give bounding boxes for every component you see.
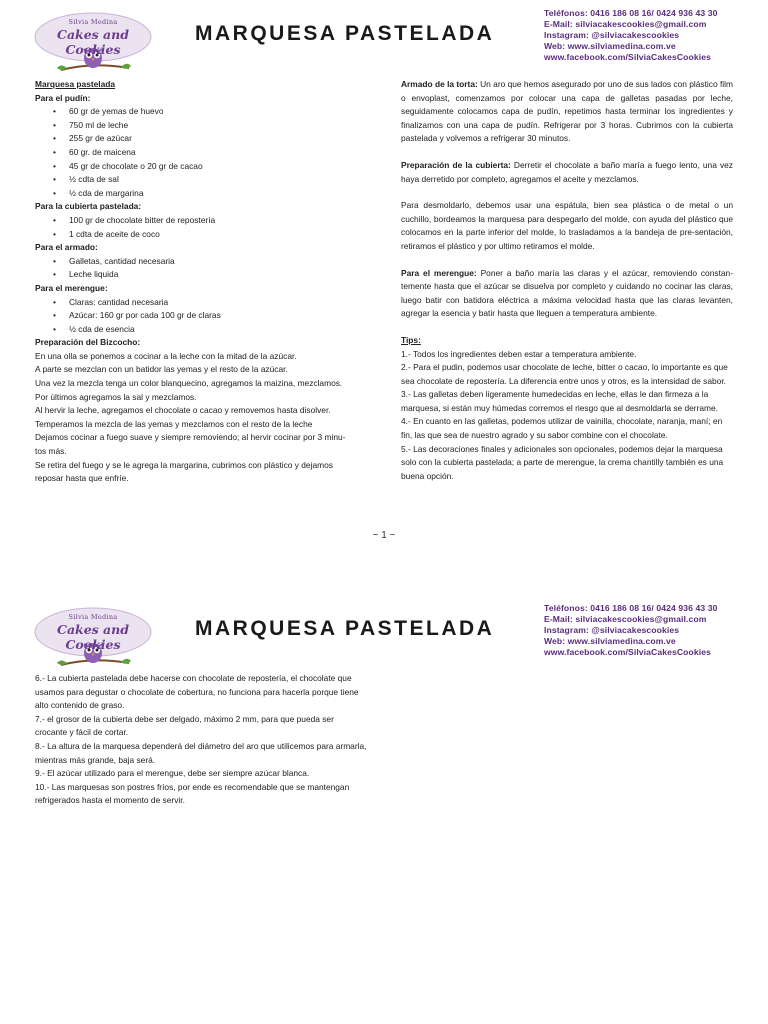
tip-item: 10.- Las marquesas son postres fríos, por ende es recomendable que se mantengan refrigerados hasta el momento de servir. (35, 781, 350, 806)
step-line: Temperamos la mezcla de las yemas y mezclamos con el resto de la leche (35, 418, 313, 429)
step-line: reposar hasta que enfríe. (35, 473, 129, 484)
list-item: • Galletas, cantidad necesaria (69, 255, 367, 269)
contact-phone: Teléfonos: 0416 186 08 16/ 0424 936 43 30 (544, 603, 718, 613)
contact-instagram[interactable]: Instagram: @silviacakescookies (544, 30, 680, 40)
list-item: • ½ cda de esencia (69, 323, 367, 337)
list-item: • Azúcar: 160 gr por cada 100 gr de claras (69, 309, 367, 323)
tip-item: 2.- Para el pudin, podemos usar chocolate de leche, bitter o cacao, lo importante es que sea chocolate de repostería. La diferencia entre unos y otros, es la intensidad de sabor. (401, 362, 728, 386)
tip-item: 3.- Las galletas deben ligeramente humedecidas en leche, ellas le dan firmeza a la marquesa, si están muy húmedas corremos el riesgo que al desmoldarla se derrame. (401, 389, 719, 413)
step-line: Una vez la mezcla tenga un color blanquecino, agregamos la maizina, mezclamos. (35, 378, 343, 389)
contact-web[interactable]: Web: www.silviamedina.com.ve (544, 636, 676, 646)
brand-logo (33, 10, 153, 76)
contact-facebook[interactable]: www.facebook.com/SilviaCakesCookies (544, 647, 712, 657)
contact-instagram[interactable]: Instagram: @silviacakescookies (544, 625, 680, 635)
step-line: tos más. (35, 446, 67, 457)
armado-label: Armado de la torta: (401, 79, 478, 89)
contact-block (544, 8, 718, 63)
tip-item: 8.- La altura de la marquesa dependerá del diámetro del aro que utilicemos para armarla, mientras más grande, baja será. (35, 740, 367, 765)
page-number: ~ 1 ~ (372, 530, 396, 541)
tip-item: 5.- Las decoraciones finales y adicionales son opcionales, podemos dejar la marquesa solo con la cubierta pastelada; a parte de merengue, la crema chantilly también es una buena opción. (401, 443, 724, 481)
tip-item: 6.- La cubierta pastelada debe hacerse con chocolate de repostería, el chocolate que usamos para degustar o chocolate de cobertura, no funciona para hacerla porque tiene alto contenido de graso. (35, 673, 359, 711)
list-item: • ½ cda de margarina (69, 187, 367, 201)
armado-list (35, 255, 367, 282)
tips-heading: Tips: (401, 334, 421, 345)
list-item: • 750 ml de leche (69, 119, 367, 133)
list-item: • ½ cdta de sal (69, 173, 367, 187)
armado-text: Un aro que hemos asegurado por uno de sus lados con plástico film o envoplast, comenzamos por colocar una capa de galletas pasadas por leche, seguidamente colocamos capa de pudín, repetimos hasta terminar los ingredientes y finalizamos con una capa de pudín. Refrigerar por 3 horas. Cubrimos con la cubierta pastelada y volvemos a refrigerar 30 minutos. (401, 79, 733, 144)
contact-facebook[interactable]: www.facebook.com/SilviaCakesCookies (544, 52, 712, 62)
list-item: • Leche liquida (69, 268, 367, 282)
tip-item: 9.- El azúcar utilizado para el merengue, debe ser siempre azúcar blanca. (35, 768, 310, 779)
list-item: • 60 gr. de maicena (69, 146, 367, 160)
bizcocho-heading: Preparación del Bizcocho: (35, 337, 141, 348)
page-title: MARQUESA PASTELADA (195, 617, 495, 640)
left-column (35, 78, 367, 486)
step-line: Por últimos agregamos la sal y mezclamos. (35, 391, 197, 402)
pudin-heading: Para el pudín: (35, 92, 91, 103)
merengue-heading: Para el merengue: (35, 282, 108, 293)
list-item: • 1 cdta de aceite de coco (69, 228, 367, 242)
contact-email[interactable]: E-Mail: silviacakescookies@gmail.com (544, 614, 707, 624)
logo-brand-small: Silvia Medina (68, 613, 118, 621)
list-item: • 100 gr de chocolate bitter de repostería (69, 214, 367, 228)
merengue-paragraph (401, 267, 733, 321)
desmoldar-paragraph: Para desmoldarlo, debemos usar una espátula, bien sea plástica o de metal o un cuchillo, bordeamos la marquesa para despegarlo del molde, con ayuda del plástico que colocamos en la parte inferior del molde, lo trasladamos a la bandeja de pre-sentación, retiramos el plástico y por ultimo retiramos el molde. (401, 200, 733, 251)
tip-item: 7.- el grosor de la cubierta debe ser delgado, máximo 2 mm, para que pueda ser crocante y fácil de cortar. (35, 713, 334, 738)
page2-tips (35, 672, 367, 808)
page-title: MARQUESA PASTELADA (195, 22, 495, 45)
step-line: Al hervir la leche, agregamos el chocolate o cacao y removemos hasta disolver. (35, 405, 331, 416)
list-item: • 255 gr de azúcar (69, 132, 367, 146)
contact-phone: Teléfonos: 0416 186 08 16/ 0424 936 43 30 (544, 8, 718, 18)
tip-item: 4.- En cuanto en las galletas, podemos utilizar de vainilla, chocolate, naranja, maní; en fin, las que sea de nuestro agrado y su sabor combine con el chocolate. (401, 416, 723, 441)
step-line: En una olla se ponemos a cocinar a la leche con la mitad de la azúcar. (35, 350, 297, 361)
cubierta-text: Derretir el chocolate a baño maría a fuego lento, una vez haya derretido por completo, agregamos el aceite y mezclamos. (401, 159, 733, 184)
list-item: • 60 gr de yemas de huevo (69, 105, 367, 119)
bizcocho-steps (35, 350, 367, 486)
armado-heading: Para el armado: (35, 242, 98, 253)
cubierta-list (35, 214, 367, 241)
merengue-list (35, 296, 367, 337)
tip-item: 1.- Todos los ingredientes deben estar a temperatura ambiente. (401, 348, 637, 359)
step-line: A parte se mezclan con un batidor las yemas y el resto de la azúcar. (35, 364, 288, 375)
logo-brand-small: Silvia Medina (68, 18, 118, 26)
right-column (401, 78, 733, 483)
step-line: Dejamos cocinar a fuego suave y siempre removiendo; al hervir cocinar por 3 minu- (35, 432, 346, 443)
recipe-title: Marquesa pastelada (35, 79, 116, 89)
cubierta-label: Preparación de la cubierta: (401, 159, 511, 170)
merengue-label: Para el merengue: (401, 267, 477, 278)
cubierta-paragraph (401, 159, 733, 186)
contact-web[interactable]: Web: www.silviamedina.com.ve (544, 41, 676, 51)
logo-brand-name: Cakes and Cookies (57, 622, 129, 652)
brand-logo (33, 605, 153, 671)
merengue-text: Poner a baño maría las claras y el azúcar, removiendo constan-temente hasta que el azúcar se disuelva por completo y cuidando no cocinar las claras, luego batir con batidora eléctrica a máxima velocidad hasta que las claras levanten, agregar la esencia y batir hasta que lleguen a temperatura ambiente. (401, 267, 733, 319)
page-2 (0, 595, 768, 1024)
contact-email[interactable]: E-Mail: silviacakescookies@gmail.com (544, 19, 707, 29)
armado-paragraph (401, 78, 733, 146)
list-item: • Claras: cantidad necesaria (69, 296, 367, 310)
step-line: Se retira del fuego y se le agrega la margarina, cubrimos con plástico y dejamos (35, 459, 333, 470)
list-item: • 45 gr de chocolate o 20 gr de cacao (69, 160, 367, 174)
contact-block (544, 603, 718, 658)
cubierta-heading: Para la cubierta pastelada: (35, 201, 142, 212)
pudin-list (35, 105, 367, 200)
logo-brand-name: Cakes and Cookies (57, 27, 129, 57)
